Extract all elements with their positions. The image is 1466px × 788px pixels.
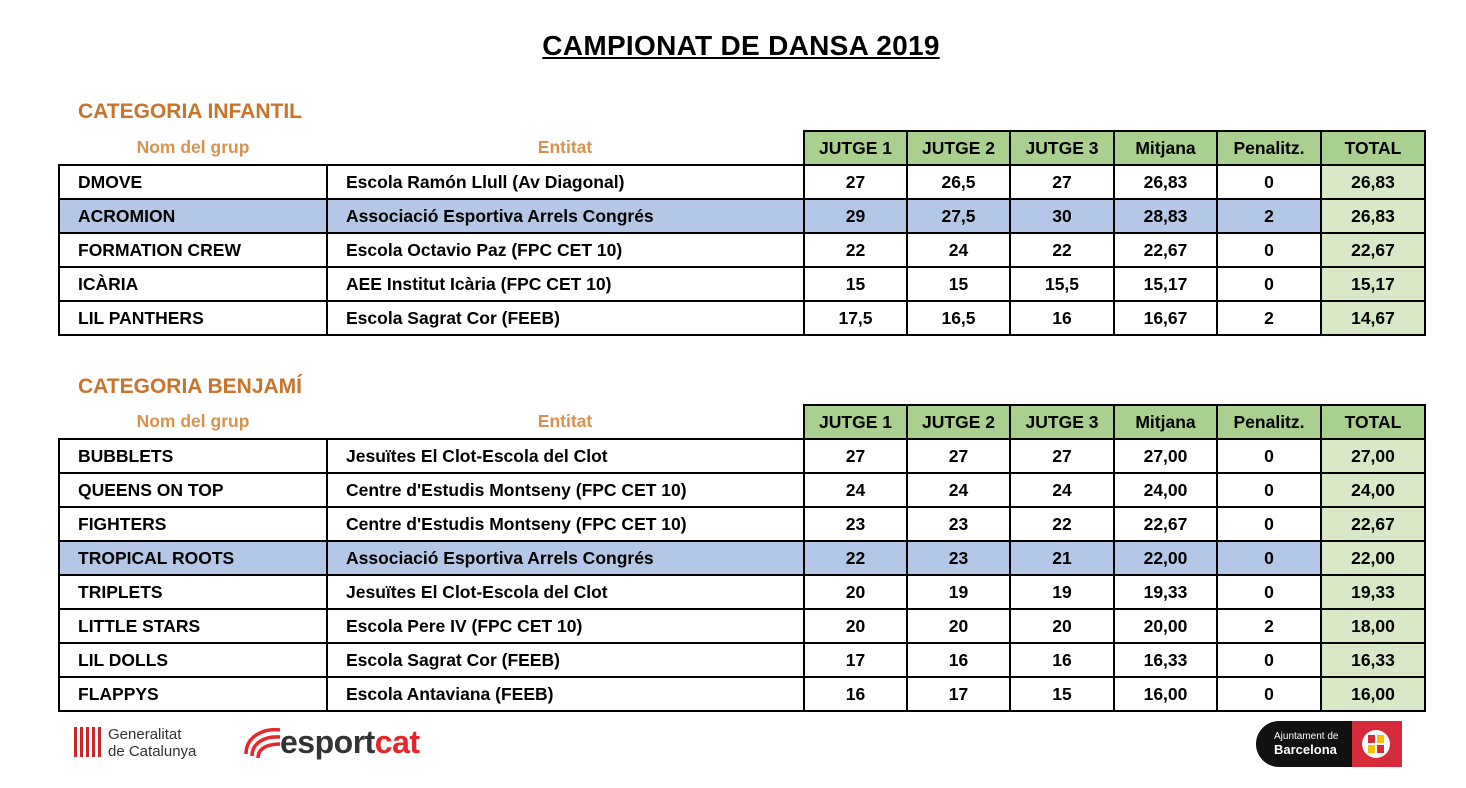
penalty-cell: 0 <box>1217 643 1321 677</box>
penalty-cell: 2 <box>1217 301 1321 335</box>
entity-cell: Escola Pere IV (FPC CET 10) <box>327 609 804 643</box>
judge3-score-cell: 30 <box>1010 199 1114 233</box>
penalty-cell: 0 <box>1217 541 1321 575</box>
average-cell: 19,33 <box>1114 575 1217 609</box>
penalty-cell: 0 <box>1217 575 1321 609</box>
average-cell: 16,67 <box>1114 301 1217 335</box>
esportcat-text-b: cat <box>374 724 420 760</box>
col-header-group: Nom del grup <box>136 411 250 431</box>
total-cell: 27,00 <box>1321 439 1425 473</box>
col-header-average: Mitjana <box>1114 405 1217 439</box>
col-header-judge3: JUTGE 3 <box>1010 131 1114 165</box>
group-name-cell: TRIPLETS <box>59 575 327 609</box>
total-cell: 14,67 <box>1321 301 1425 335</box>
judge1-score-cell: 17 <box>804 643 907 677</box>
group-name-cell: LIL DOLLS <box>59 643 327 677</box>
entity-cell: Centre d'Estudis Montseny (FPC CET 10) <box>327 473 804 507</box>
judge3-score-cell: 27 <box>1010 439 1114 473</box>
esportcat-text-a: esport <box>280 724 375 760</box>
col-header-judge2: JUTGE 2 <box>907 131 1010 165</box>
col-header-entity: Entitat <box>537 411 593 431</box>
total-cell: 16,33 <box>1321 643 1425 677</box>
group-name-cell: FLAPPYS <box>59 677 327 711</box>
esportcat-swoosh-icon <box>242 724 282 764</box>
judge2-score-cell: 15 <box>907 267 1010 301</box>
table-row <box>59 165 1425 199</box>
average-cell: 27,00 <box>1114 439 1217 473</box>
col-header-penalty: Penalitz. <box>1217 405 1321 439</box>
judge2-score-cell: 23 <box>907 507 1010 541</box>
penalty-cell: 0 <box>1217 473 1321 507</box>
header-row <box>59 405 1425 439</box>
judge2-score-cell: 24 <box>907 233 1010 267</box>
average-cell: 22,00 <box>1114 541 1217 575</box>
average-cell: 16,00 <box>1114 677 1217 711</box>
penalty-cell: 0 <box>1217 439 1321 473</box>
average-cell: 28,83 <box>1114 199 1217 233</box>
judge3-score-cell: 24 <box>1010 473 1114 507</box>
judge3-score-cell: 19 <box>1010 575 1114 609</box>
penalty-cell: 0 <box>1217 677 1321 711</box>
judge2-score-cell: 19 <box>907 575 1010 609</box>
penalty-cell: 0 <box>1217 165 1321 199</box>
entity-cell: Associació Esportiva Arrels Congrés <box>327 199 804 233</box>
penalty-cell: 2 <box>1217 199 1321 233</box>
judge1-score-cell: 15 <box>804 267 907 301</box>
col-header-total: TOTAL <box>1321 131 1425 165</box>
judge2-score-cell: 20 <box>907 609 1010 643</box>
col-header-total: TOTAL <box>1321 405 1425 439</box>
entity-cell: Escola Antaviana (FEEB) <box>327 677 804 711</box>
judge1-score-cell: 27 <box>804 439 907 473</box>
group-name-cell: ICÀRIA <box>59 267 327 301</box>
ajuntament-line1: Ajuntament de <box>1274 731 1339 742</box>
judge1-score-cell: 22 <box>804 233 907 267</box>
judge1-score-cell: 22 <box>804 541 907 575</box>
entity-cell: Associació Esportiva Arrels Congrés <box>327 541 804 575</box>
entity-cell: Jesuïtes El Clot-Escola del Clot <box>327 575 804 609</box>
judge3-score-cell: 20 <box>1010 609 1114 643</box>
generalitat-logo <box>72 724 222 769</box>
page-title: CAMPIONAT DE DANSA 2019 <box>542 30 940 61</box>
table-row <box>59 677 1425 711</box>
total-cell: 26,83 <box>1321 199 1425 233</box>
judge3-score-cell: 16 <box>1010 643 1114 677</box>
total-cell: 26,83 <box>1321 165 1425 199</box>
group-name-cell: LIL PANTHERS <box>59 301 327 335</box>
table-row <box>59 507 1425 541</box>
average-cell: 15,17 <box>1114 267 1217 301</box>
total-cell: 19,33 <box>1321 575 1425 609</box>
col-header-entity: Entitat <box>537 137 593 157</box>
total-cell: 22,67 <box>1321 507 1425 541</box>
generalitat-line2: de Catalunya <box>108 743 197 760</box>
group-name-cell: QUEENS ON TOP <box>59 473 327 507</box>
total-cell: 16,00 <box>1321 677 1425 711</box>
judge3-score-cell: 22 <box>1010 507 1114 541</box>
col-header-judge1: JUTGE 1 <box>804 405 907 439</box>
ajuntament-line2: Barcelona <box>1274 742 1337 757</box>
judge2-score-cell: 24 <box>907 473 1010 507</box>
entity-cell: Escola Octavio Paz (FPC CET 10) <box>327 233 804 267</box>
penalty-cell: 0 <box>1217 507 1321 541</box>
average-cell: 16,33 <box>1114 643 1217 677</box>
category-title-infantil: CATEGORIA INFANTIL <box>78 100 302 123</box>
total-cell: 22,67 <box>1321 233 1425 267</box>
average-cell: 22,67 <box>1114 507 1217 541</box>
table-row <box>59 575 1425 609</box>
judge3-score-cell: 15 <box>1010 677 1114 711</box>
judge1-score-cell: 29 <box>804 199 907 233</box>
judge1-score-cell: 16 <box>804 677 907 711</box>
judge1-score-cell: 23 <box>804 507 907 541</box>
judge2-score-cell: 27 <box>907 439 1010 473</box>
header-row <box>59 131 1425 165</box>
entity-cell: Escola Sagrat Cor (FEEB) <box>327 643 804 677</box>
col-header-judge3: JUTGE 3 <box>1010 405 1114 439</box>
average-cell: 22,67 <box>1114 233 1217 267</box>
entity-cell: Centre d'Estudis Montseny (FPC CET 10) <box>327 507 804 541</box>
group-name-cell: ACROMION <box>59 199 327 233</box>
average-cell: 26,83 <box>1114 165 1217 199</box>
penalty-cell: 0 <box>1217 267 1321 301</box>
judge3-score-cell: 27 <box>1010 165 1114 199</box>
col-header-judge2: JUTGE 2 <box>907 405 1010 439</box>
judge3-score-cell: 16 <box>1010 301 1114 335</box>
judge2-score-cell: 16 <box>907 643 1010 677</box>
total-cell: 18,00 <box>1321 609 1425 643</box>
entity-cell: Jesuïtes El Clot-Escola del Clot <box>327 439 804 473</box>
ajuntament-barcelona-logo <box>1256 721 1402 772</box>
group-name-cell: TROPICAL ROOTS <box>59 541 327 575</box>
entity-cell: Escola Ramón Llull (Av Diagonal) <box>327 165 804 199</box>
generalitat-line1: Generalitat <box>108 726 182 743</box>
table-row <box>59 233 1425 267</box>
group-name-cell: LITTLE STARS <box>59 609 327 643</box>
judge2-score-cell: 23 <box>907 541 1010 575</box>
judge2-score-cell: 16,5 <box>907 301 1010 335</box>
table-row <box>59 643 1425 677</box>
table-row <box>59 439 1425 473</box>
table-row <box>59 199 1425 233</box>
table-benjami <box>58 404 1426 712</box>
group-name-cell: FORMATION CREW <box>59 233 327 267</box>
total-cell: 15,17 <box>1321 267 1425 301</box>
col-header-group: Nom del grup <box>136 137 250 157</box>
judge3-score-cell: 21 <box>1010 541 1114 575</box>
judge2-score-cell: 26,5 <box>907 165 1010 199</box>
entity-cell: Escola Sagrat Cor (FEEB) <box>327 301 804 335</box>
table-infantil <box>58 130 1426 336</box>
table-row <box>59 609 1425 643</box>
col-header-penalty: Penalitz. <box>1217 131 1321 165</box>
judge1-score-cell: 24 <box>804 473 907 507</box>
average-cell: 20,00 <box>1114 609 1217 643</box>
group-name-cell: FIGHTERS <box>59 507 327 541</box>
entity-cell: AEE Institut Icària (FPC CET 10) <box>327 267 804 301</box>
judge1-score-cell: 20 <box>804 575 907 609</box>
col-header-average: Mitjana <box>1114 131 1217 165</box>
table-row <box>59 473 1425 507</box>
total-cell: 22,00 <box>1321 541 1425 575</box>
col-header-judge1: JUTGE 1 <box>804 131 907 165</box>
category-title-benjami: CATEGORIA BENJAMÍ <box>78 375 303 398</box>
table-row <box>59 541 1425 575</box>
judge2-score-cell: 27,5 <box>907 199 1010 233</box>
average-cell: 24,00 <box>1114 473 1217 507</box>
judge3-score-cell: 22 <box>1010 233 1114 267</box>
total-cell: 24,00 <box>1321 473 1425 507</box>
judge1-score-cell: 17,5 <box>804 301 907 335</box>
penalty-cell: 0 <box>1217 233 1321 267</box>
group-name-cell: DMOVE <box>59 165 327 199</box>
judge3-score-cell: 15,5 <box>1010 267 1114 301</box>
judge2-score-cell: 17 <box>907 677 1010 711</box>
group-name-cell: BUBBLETS <box>59 439 327 473</box>
table-row <box>59 267 1425 301</box>
table-row <box>59 301 1425 335</box>
judge1-score-cell: 20 <box>804 609 907 643</box>
judge1-score-cell: 27 <box>804 165 907 199</box>
penalty-cell: 2 <box>1217 609 1321 643</box>
